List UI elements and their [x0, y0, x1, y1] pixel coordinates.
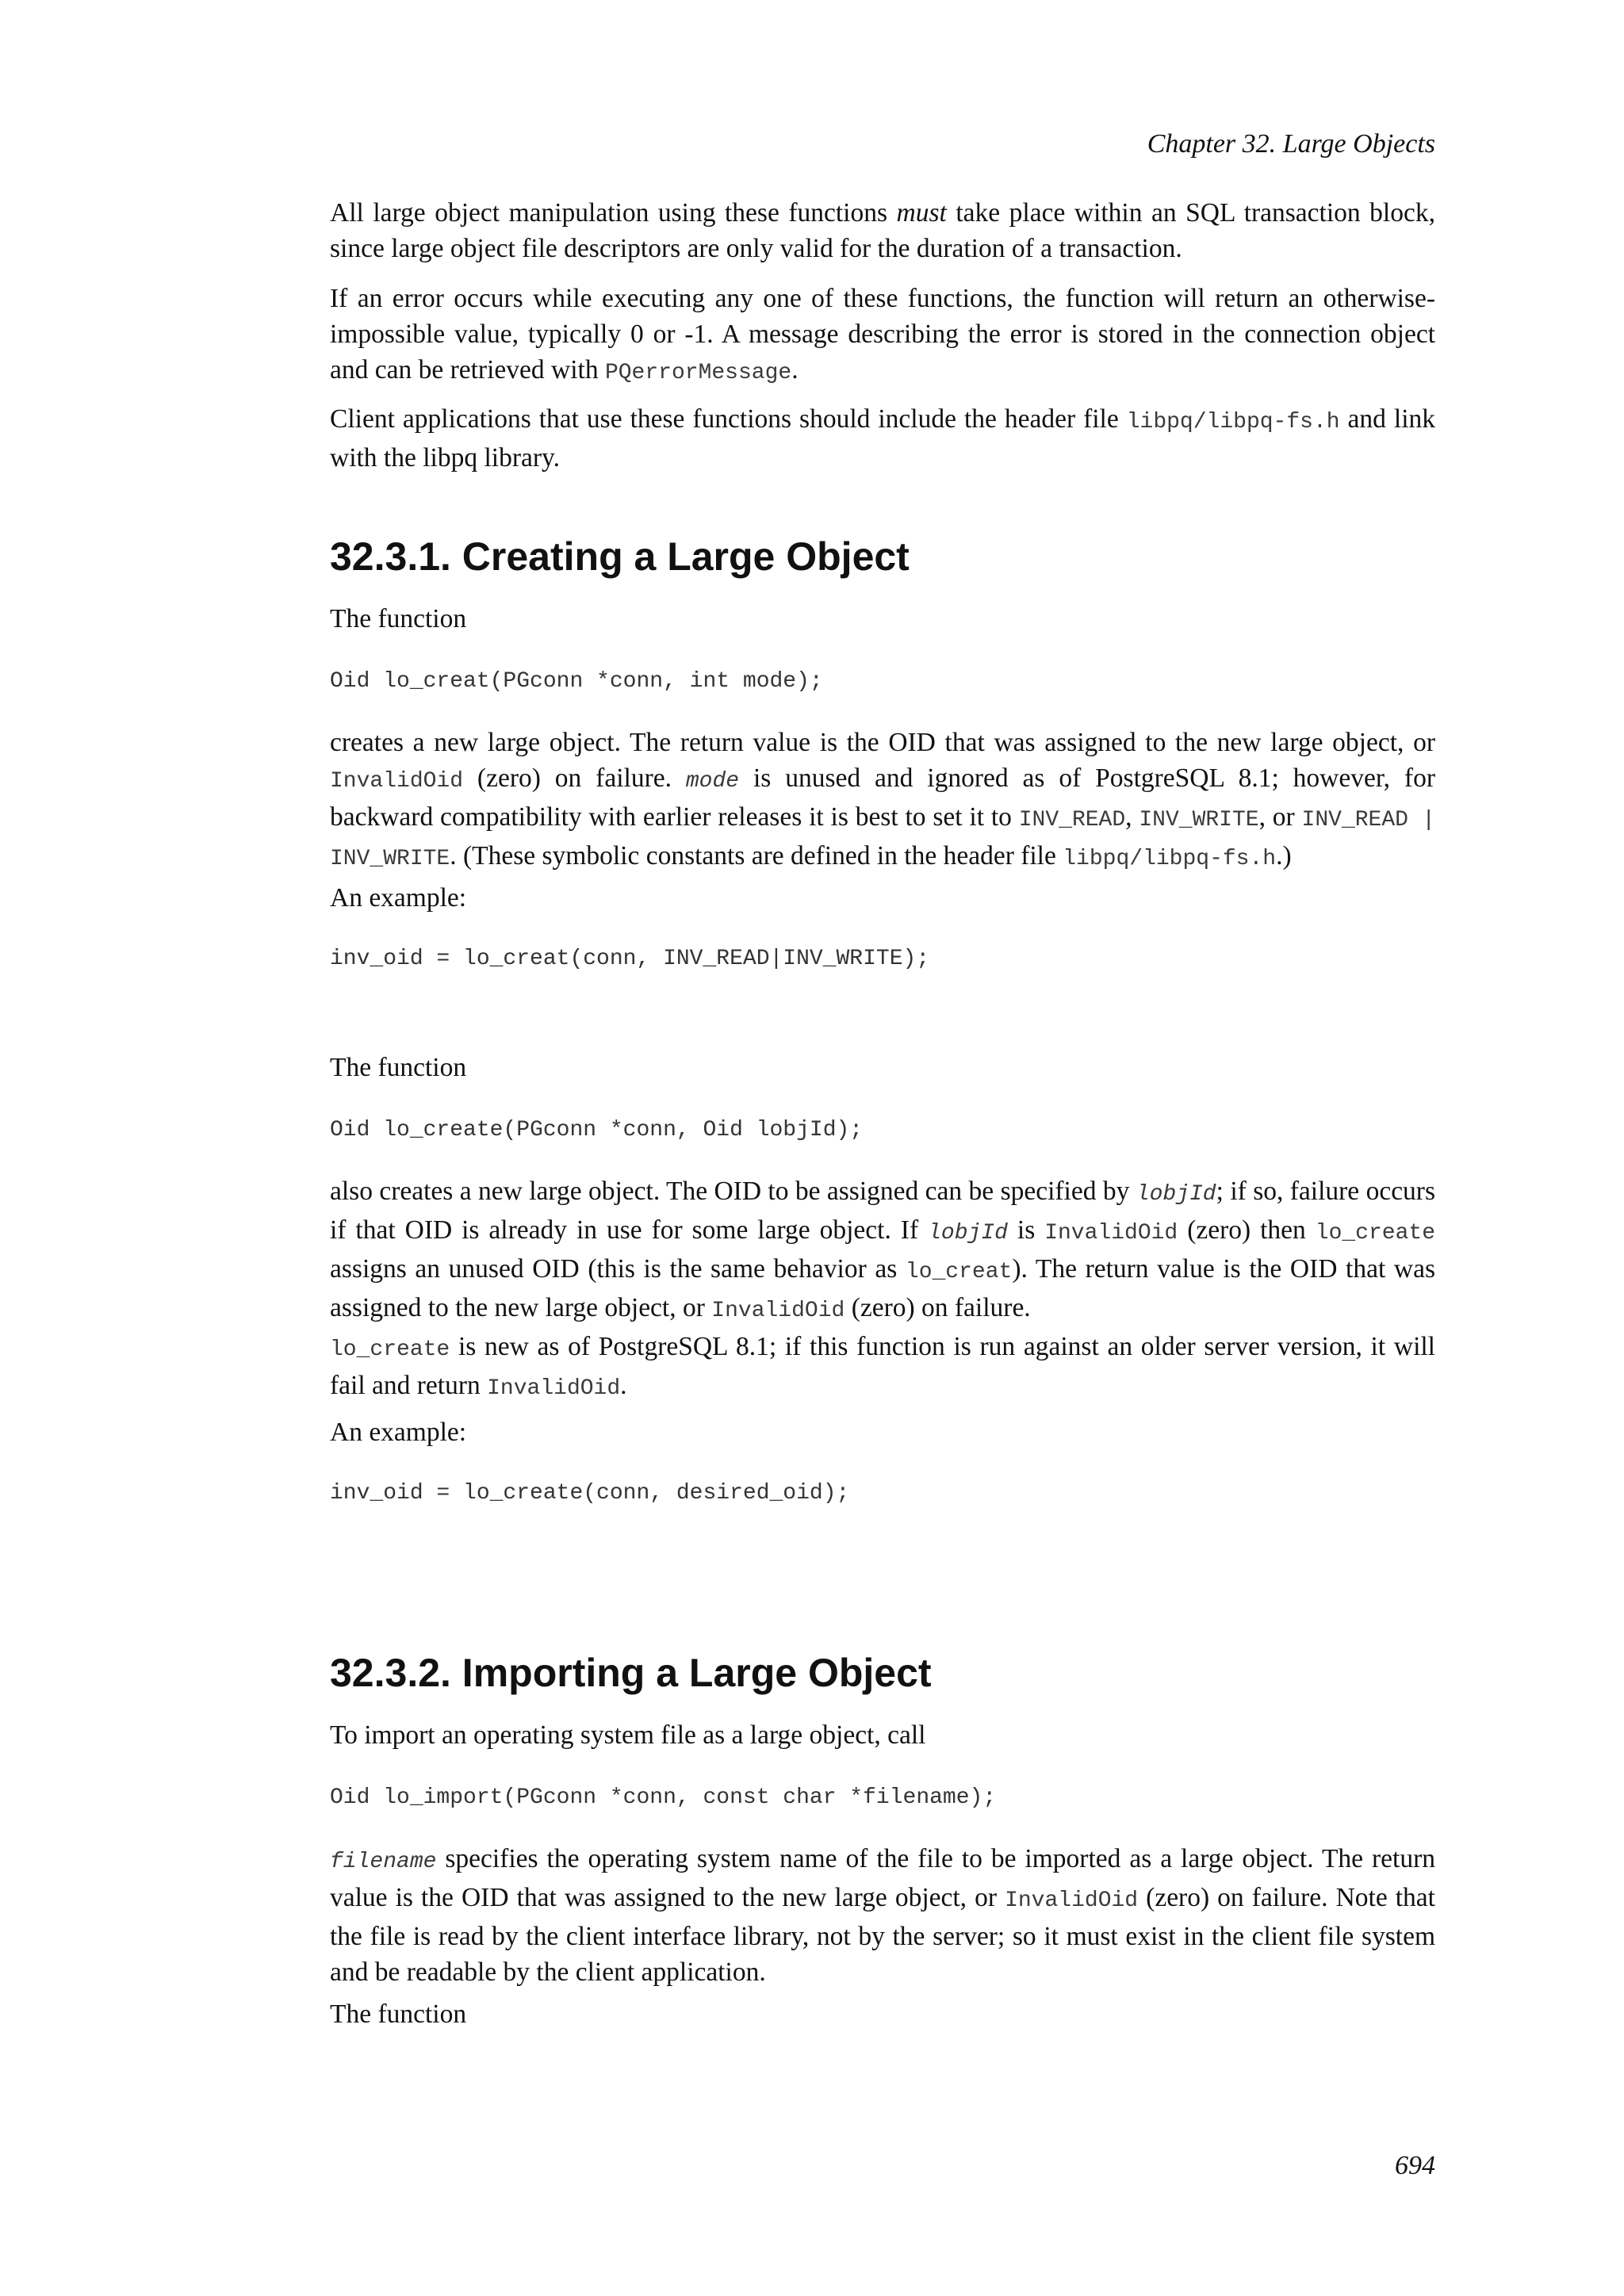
inline-code-pqerrormessage: PQerrorMessage — [604, 361, 792, 385]
code-lo-creat-example: inv_oid = lo_creat(conn, INV_READ|INV_WRITE); — [330, 947, 930, 971]
the-function-label: The function — [330, 1053, 467, 1082]
the-function-label: The function — [330, 1999, 467, 2029]
page-number: 694 — [1395, 2151, 1435, 2180]
import-intro: To import an operating system file as a large object, call — [330, 1720, 926, 1750]
lo-create-version-note: lo_create is new as of PostgreSQL 8.1; if this function is run against an older server version, it will fail and return InvalidOid. — [330, 1332, 1435, 1401]
the-function-label: The function — [330, 604, 467, 633]
example-label: An example: — [330, 1418, 467, 1447]
lo-create-description: also creates a new large object. The OID to be assigned can be specified by lobjId; if so, failure occurs if that OID is already in use for some large object. If lobjId is InvalidOid (zero) then lo_create assigns an unused OID (this is the same behavior as lo_creat). The return value is the OID that was assigned to the new large object, or InvalidOid (zero) on failure. — [330, 1177, 1436, 1323]
intro-paragraph-errors: If an error occurs while executing any one of these functions, the function will return an otherwise-impossible value, typically 0 or -1. A message describing the error is stored in the connection object and can be retrieved with PQerrorMessage. — [330, 284, 1435, 385]
running-head: Chapter 32. Large Objects — [1147, 129, 1435, 159]
example-label: An example: — [330, 883, 467, 913]
emphasis-must: must — [896, 198, 947, 228]
inline-code-header-file: libpq/libpq-fs.h — [1126, 410, 1340, 434]
section-heading-creating: 32.3.1. Creating a Large Object — [330, 534, 910, 579]
code-lo-create-signature: Oid lo_create(PGconn *conn, Oid lobjId); — [330, 1118, 864, 1142]
lo-creat-description: creates a new large object. The return value is the OID that was assigned to the new large object, or InvalidOid (zero) on failure. mode is unused and ignored as of PostgreSQL 8.1; however, for backward compatibility with earlier releases it is best to set it to INV_READ, INV_WRITE, or INV_READ | INV_WRITE. (These symbolic constants are defined in the header file libpq/libpq-fs.h.) — [330, 728, 1436, 871]
section-heading-importing: 32.3.2. Importing a Large Object — [330, 1651, 932, 1695]
intro-paragraph-header: Client applications that use these functions should include the header file libpq/libpq-fs.h and link with the libpq library. — [330, 404, 1436, 473]
code-lo-import-signature: Oid lo_import(PGconn *conn, const char *filename); — [330, 1785, 997, 1810]
intro-paragraph-transaction: All large object manipulation using these functions must take place within an SQL transaction block, since large object file descriptors are only valid for the duration of a transaction. — [330, 198, 1435, 263]
lo-import-description: filename specifies the operating system name of the file to be imported as a large object. The return value is the OID that was assigned to the new large object, or InvalidOid (zero) on failure. Note that the file is read by the client interface library, not by the server; so it must exist in the client file system and be readable by the client application. — [330, 1844, 1435, 1987]
code-lo-creat-signature: Oid lo_creat(PGconn *conn, int mode); — [330, 669, 823, 694]
code-lo-create-example: inv_oid = lo_create(conn, desired_oid); — [330, 1481, 850, 1506]
